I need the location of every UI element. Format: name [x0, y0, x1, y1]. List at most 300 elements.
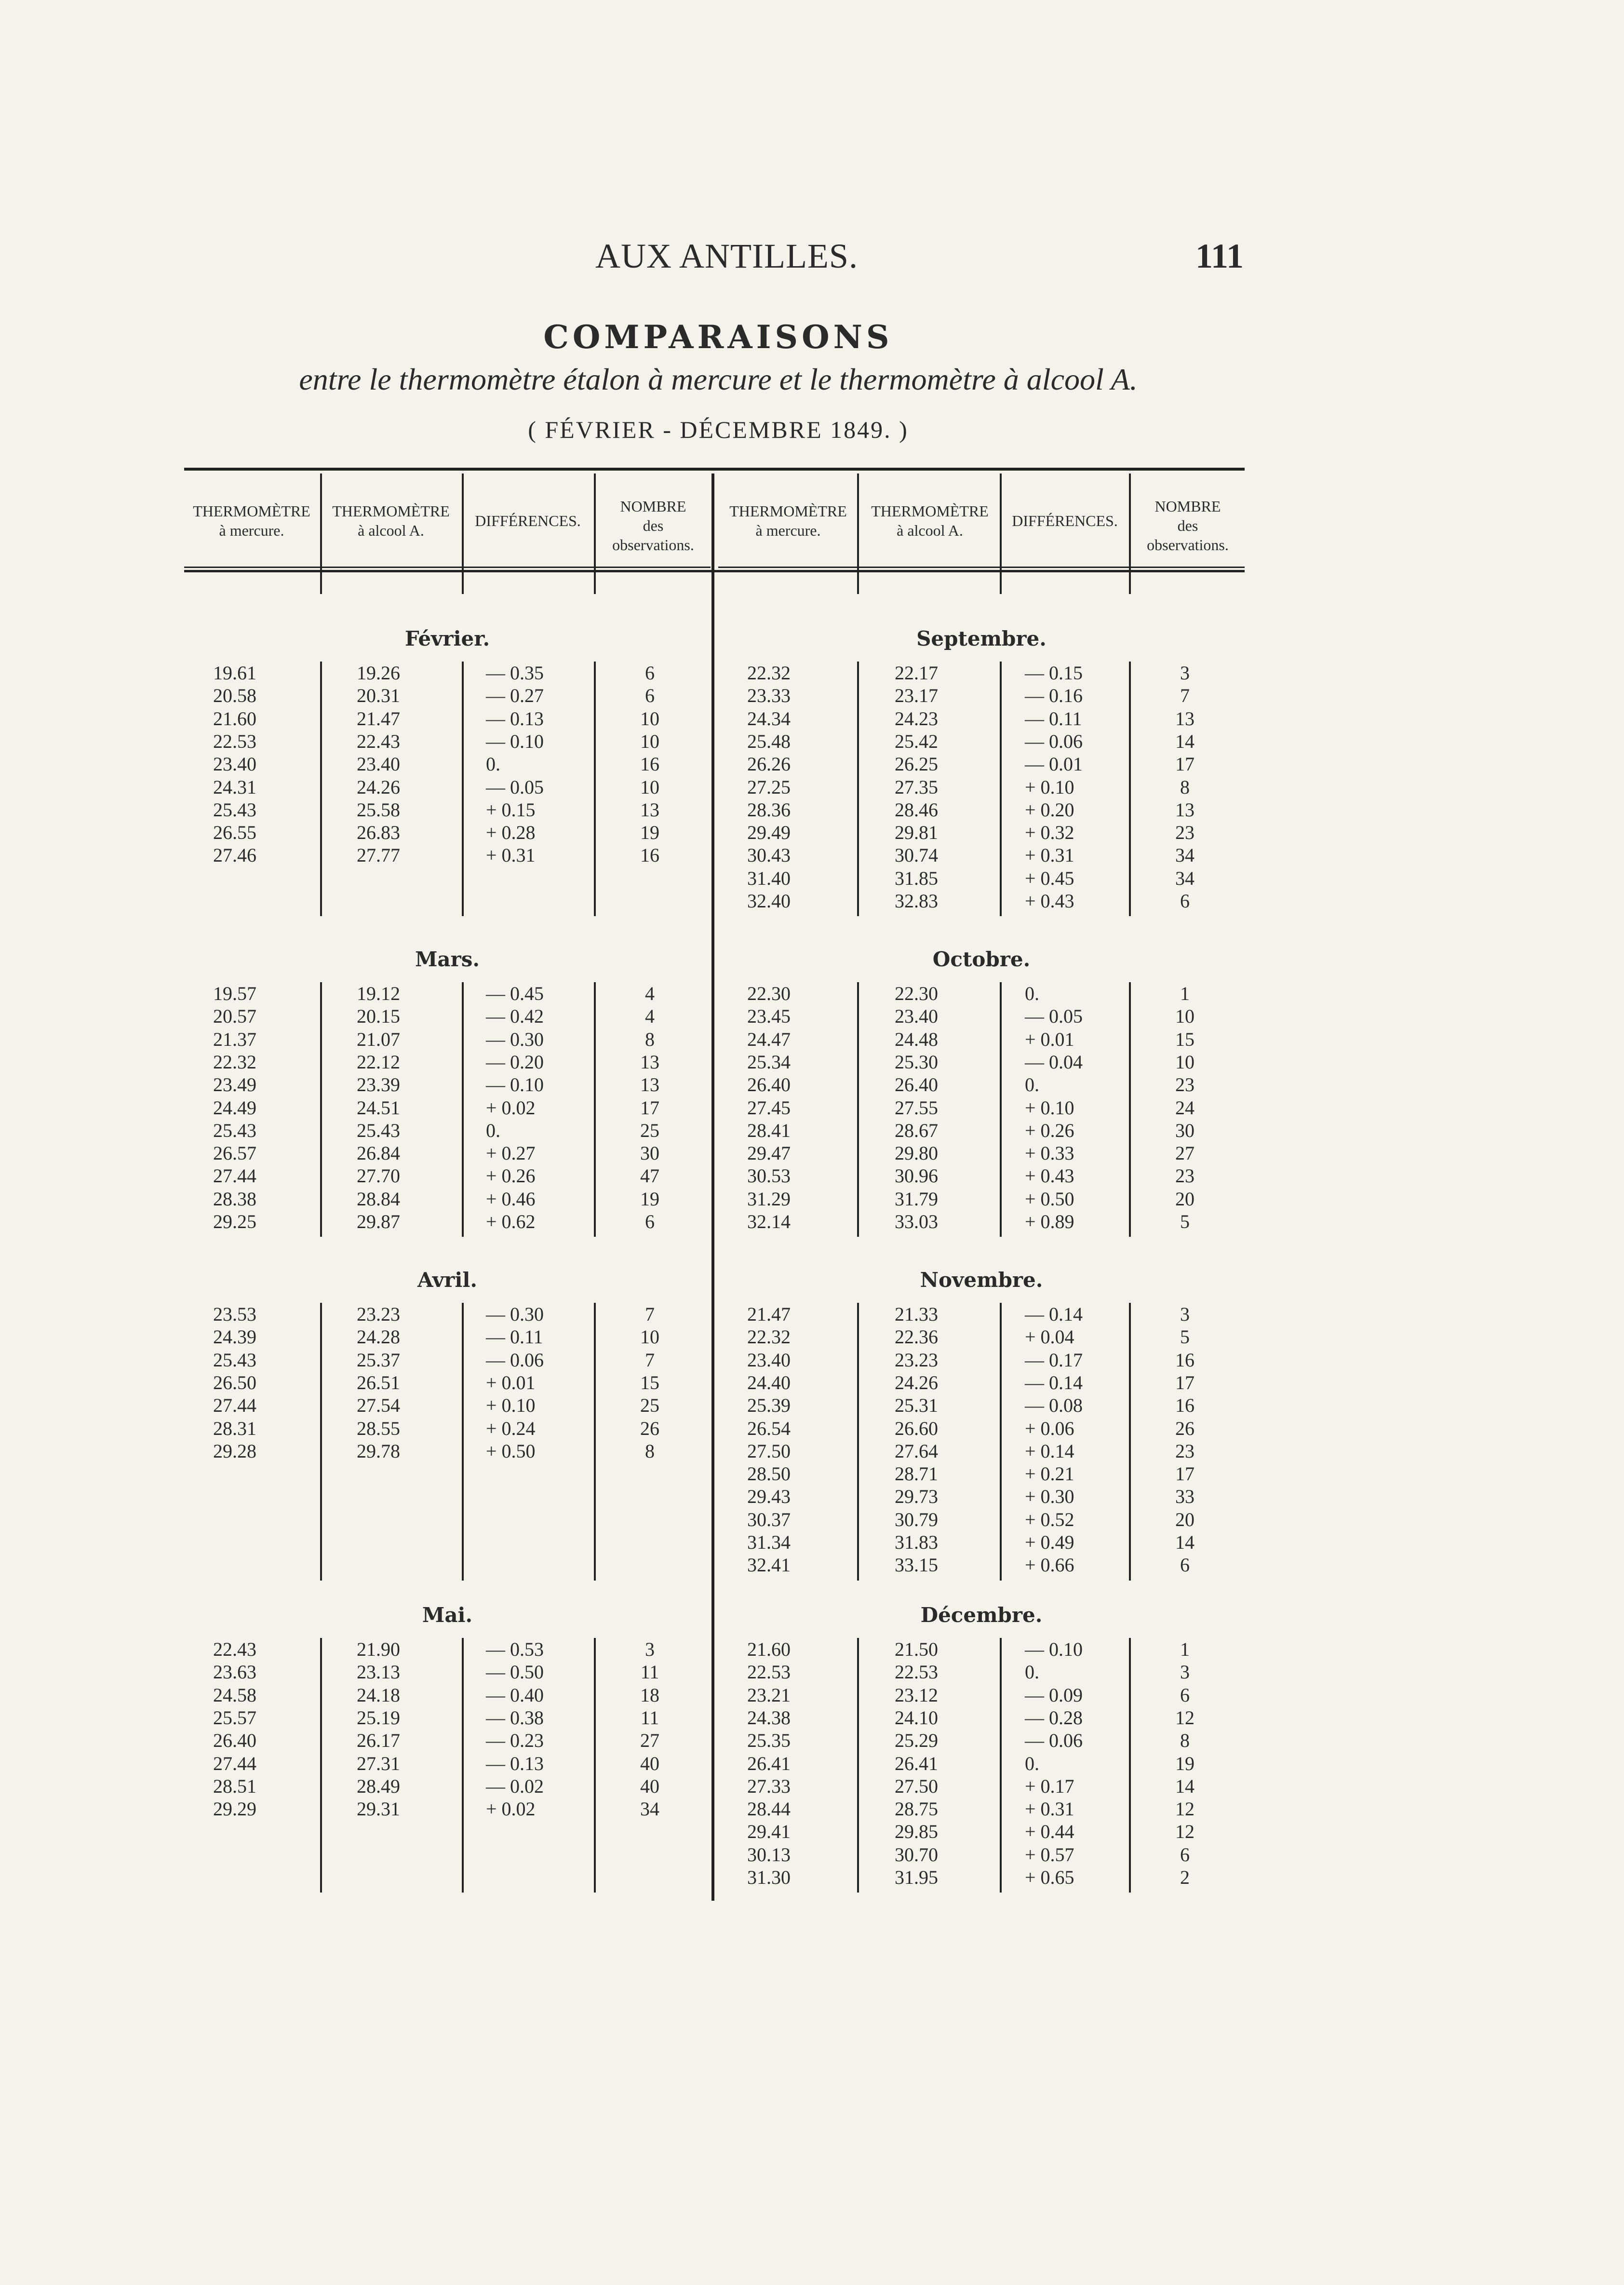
table-cell: 25.43	[213, 1349, 256, 1371]
table-cell: 22.30	[747, 983, 791, 1004]
table-cell: — 0.38	[486, 1706, 544, 1729]
table-cell: + 0.10	[1025, 1096, 1074, 1119]
table-cell: — 0.17	[1025, 1349, 1083, 1371]
column-rule	[1129, 1638, 1131, 1893]
table-cell: 21.37	[213, 1028, 256, 1050]
table-cell: 22.36	[895, 1326, 938, 1348]
table-cell: — 0.08	[1025, 1394, 1083, 1417]
table-cell: 12	[1175, 1706, 1195, 1729]
table-cell: — 0.10	[486, 1074, 544, 1096]
table-cell: 29.41	[747, 1821, 791, 1843]
table-cell: 22.32	[747, 662, 791, 684]
table-cell: 34	[1175, 844, 1195, 866]
table-cell: 24.31	[213, 776, 256, 798]
table-cell: 3	[1180, 662, 1190, 684]
table-cell: — 0.05	[486, 776, 544, 798]
table-cell: 31.83	[895, 1531, 938, 1553]
table-cell: 16	[1175, 1349, 1195, 1371]
header-column-rule	[857, 473, 859, 594]
month-heading: Décembre.	[920, 1603, 1043, 1627]
month-heading: Février.	[404, 627, 490, 650]
table-cell: 6	[645, 662, 655, 684]
table-cell: + 0.33	[1025, 1142, 1074, 1164]
table-cell: — 0.30	[486, 1303, 544, 1325]
table-cell: 26.57	[213, 1142, 256, 1164]
table-cell: 27.33	[747, 1775, 791, 1797]
table-cell: — 0.16	[1025, 685, 1083, 707]
table-cell: 8	[645, 1440, 655, 1462]
table-cell: 32.14	[747, 1211, 791, 1232]
table-cell: 20.58	[213, 685, 256, 707]
column-rule	[594, 1303, 596, 1581]
table-cell: 30.53	[747, 1165, 791, 1187]
table-cell: + 0.01	[1025, 1028, 1074, 1050]
table-cell: 25.37	[357, 1349, 400, 1371]
table-cell: 25.58	[357, 798, 400, 821]
table-cell: 20	[1175, 1188, 1195, 1210]
table-cell: + 0.02	[486, 1798, 536, 1820]
table-cell: — 0.02	[486, 1775, 544, 1797]
table-cell: 6	[1180, 1684, 1190, 1706]
table-cell: 30	[1175, 1119, 1195, 1141]
table-cell: 27.25	[747, 776, 791, 798]
table-cell: 25.43	[357, 1119, 400, 1141]
table-cell: + 0.89	[1025, 1211, 1074, 1232]
table-cell: 24	[1175, 1096, 1195, 1119]
table-cell: 29.81	[895, 822, 938, 844]
table-cell: 24.47	[747, 1028, 791, 1050]
table-cell: — 0.50	[486, 1661, 544, 1683]
table-cell: 27.54	[357, 1394, 400, 1417]
table-cell: 26.40	[213, 1730, 256, 1752]
table-cell: 27.50	[895, 1775, 938, 1797]
table-cell: 26.60	[895, 1417, 938, 1439]
table-cell: 23	[1175, 1074, 1195, 1096]
column-header-line: à mercure.	[755, 522, 821, 539]
table-cell: + 0.17	[1025, 1775, 1074, 1797]
table-cell: 1	[1180, 1638, 1190, 1660]
table-cell: + 0.06	[1025, 1417, 1074, 1439]
table-cell: + 0.65	[1025, 1866, 1074, 1888]
table-cell: + 0.44	[1025, 1821, 1074, 1843]
table-cell: 24.23	[895, 707, 938, 730]
table-cell: 0.	[1025, 1074, 1039, 1096]
table-cell: 25.48	[747, 730, 791, 752]
table-cell: 22.32	[213, 1051, 256, 1073]
table-cell: 21.90	[357, 1638, 400, 1660]
column-rule	[1129, 1303, 1131, 1581]
table-cell: 34	[1175, 867, 1195, 889]
table-cell: 29.31	[357, 1798, 400, 1820]
column-rule	[462, 1303, 464, 1581]
table-cell: 12	[1175, 1798, 1195, 1820]
table-cell: 26.51	[357, 1371, 400, 1393]
table-cell: 23.49	[213, 1074, 256, 1096]
table-cell: — 0.10	[1025, 1638, 1083, 1660]
table-cell: 21.60	[747, 1638, 791, 1660]
table-cell: 0.	[1025, 983, 1039, 1004]
table-cell: 25.57	[213, 1706, 256, 1729]
table-cell: + 0.26	[1025, 1119, 1074, 1141]
column-rule	[857, 1638, 859, 1893]
table-cell: 25.42	[895, 730, 938, 752]
table-cell: 8	[645, 1028, 655, 1050]
table-cell: 26.41	[747, 1752, 791, 1774]
table-cell: 0.	[486, 753, 500, 775]
table-cell: — 0.27	[486, 685, 544, 707]
table-cell: 30.96	[895, 1165, 938, 1187]
table-cell: + 0.31	[1025, 1798, 1074, 1820]
table-cell: 23	[1175, 1165, 1195, 1187]
table-cell: + 0.52	[1025, 1508, 1074, 1530]
column-rule	[594, 662, 596, 916]
table-cell: 24.10	[895, 1706, 938, 1729]
table-cell: 3	[1180, 1303, 1190, 1325]
table-cell: 22.43	[357, 730, 400, 752]
table-cell: 27.44	[213, 1752, 256, 1774]
table-cell: 17	[640, 1096, 659, 1119]
column-rule	[857, 982, 859, 1237]
table-cell: — 0.13	[486, 1752, 544, 1774]
table-cell: 7	[1180, 685, 1190, 707]
column-rule	[1000, 662, 1002, 916]
table-cell: 14	[1175, 1775, 1195, 1797]
table-cell: — 0.06	[486, 1349, 544, 1371]
column-rule	[320, 662, 322, 916]
table-cell: — 0.06	[1025, 730, 1083, 752]
table-cell: 24.58	[213, 1684, 256, 1706]
table-cell: + 0.14	[1025, 1440, 1074, 1462]
table-cell: 28.84	[357, 1188, 400, 1210]
table-cell: — 0.15	[1025, 662, 1083, 684]
table-cell: 25.43	[213, 798, 256, 821]
table-cell: 30.74	[895, 844, 938, 866]
table-cell: + 0.21	[1025, 1463, 1074, 1485]
column-header-line: des	[643, 517, 664, 534]
table-cell: 13	[1175, 707, 1195, 730]
table-cell: 6	[1180, 1554, 1190, 1576]
table-cell: — 0.20	[486, 1051, 544, 1073]
table-cell: 27.55	[895, 1096, 938, 1119]
table-cell: 14	[1175, 730, 1195, 752]
table-cell: — 0.42	[486, 1005, 544, 1028]
table-cell: 19.57	[213, 983, 256, 1004]
column-header	[860, 501, 1000, 540]
running-head	[0, 236, 1624, 289]
column-header	[718, 501, 858, 540]
column-rule	[594, 1638, 596, 1893]
column-header-line: NOMBRE	[1154, 498, 1221, 515]
table-cell: + 0.04	[1025, 1326, 1074, 1348]
table-cell: 30	[640, 1142, 659, 1164]
table-cell: 26.50	[213, 1371, 256, 1393]
table-cell: 27.45	[747, 1096, 791, 1119]
table-cell: 22.30	[895, 983, 938, 1004]
header-inner-rule	[184, 567, 711, 568]
header-bottom-rule	[184, 570, 1245, 572]
subtitle: entre le thermomètre étalon à mercure et le thermomètre à alcool A.	[299, 362, 1138, 396]
table-cell: 0.	[1025, 1661, 1039, 1683]
table-cell: 31.85	[895, 867, 938, 889]
table-cell: 22.53	[895, 1661, 938, 1683]
table-cell: 6	[645, 685, 655, 707]
table-cell: — 0.11	[486, 1326, 543, 1348]
table-cell: 20.15	[357, 1005, 400, 1028]
table-cell: 31.29	[747, 1188, 791, 1210]
header-column-rule	[320, 473, 322, 594]
table-cell: 22.12	[357, 1051, 400, 1073]
table-cell: — 0.09	[1025, 1684, 1083, 1706]
table-cell: 24.51	[357, 1096, 400, 1119]
table-cell: 26.25	[895, 753, 938, 775]
table-cell: — 0.05	[1025, 1005, 1083, 1028]
table-cell: 23.17	[895, 685, 938, 707]
table-cell: 27.46	[213, 844, 256, 866]
table-cell: 23.40	[747, 1349, 791, 1371]
column-header-line: des	[1177, 517, 1198, 534]
table-cell: — 0.13	[486, 707, 544, 730]
table-cell: 40	[640, 1752, 659, 1774]
table-cell: 25.31	[895, 1394, 938, 1417]
table-cell: — 0.11	[1025, 707, 1082, 730]
table-cell: 20	[1175, 1508, 1195, 1530]
table-cell: 25.43	[213, 1119, 256, 1141]
table-cell: 15	[1175, 1028, 1195, 1050]
table-cell: 28.51	[213, 1775, 256, 1797]
table-cell: 8	[1180, 776, 1190, 798]
month-heading: Septembre.	[916, 627, 1047, 650]
table-cell: 25.34	[747, 1051, 791, 1073]
table-cell: 26.54	[747, 1417, 791, 1439]
table-cell: 23.53	[213, 1303, 256, 1325]
table-cell: 23.13	[357, 1661, 400, 1683]
table-cell: 24.49	[213, 1096, 256, 1119]
table-cell: 29.78	[357, 1440, 400, 1462]
table-cell: 33.03	[895, 1211, 938, 1232]
table-cell: 19	[1175, 1752, 1195, 1774]
column-rule	[320, 1638, 322, 1893]
column-header-line: NOMBRE	[620, 498, 686, 515]
main-title: COMPARAISONS	[543, 318, 893, 356]
table-cell: 10	[640, 730, 659, 752]
table-cell: + 0.27	[486, 1142, 536, 1164]
table-cell: 26	[640, 1417, 659, 1439]
table-cell: — 0.14	[1025, 1371, 1083, 1393]
table-cell: 30.37	[747, 1508, 791, 1530]
table-cell: + 0.26	[486, 1165, 536, 1187]
table-cell: + 0.49	[1025, 1531, 1074, 1553]
table-cell: 23	[1175, 1440, 1195, 1462]
table-cell: 27.35	[895, 776, 938, 798]
table-cell: + 0.50	[486, 1440, 536, 1462]
table-cell: 2	[1180, 1866, 1190, 1888]
column-header-line: THERMOMÈTRE	[871, 502, 989, 520]
table-cell: 21.07	[357, 1028, 400, 1050]
column-rule	[1000, 1638, 1002, 1893]
table-cell: 10	[640, 776, 659, 798]
table-cell: + 0.24	[486, 1417, 536, 1439]
column-rule	[1129, 982, 1131, 1237]
table-cell: 28.38	[213, 1188, 256, 1210]
column-header	[1131, 497, 1245, 554]
column-rule	[857, 662, 859, 916]
page-number: 111	[1195, 237, 1244, 275]
table-cell: 4	[645, 983, 655, 1004]
table-cell: — 0.30	[486, 1028, 544, 1050]
month-heading: Novembre.	[920, 1268, 1043, 1292]
table-cell: 22.53	[747, 1661, 791, 1683]
table-cell: — 0.06	[1025, 1730, 1083, 1752]
column-rule	[1129, 662, 1131, 916]
table-cell: 5	[1180, 1211, 1190, 1232]
table-cell: 25.29	[895, 1730, 938, 1752]
table-cell: 15	[640, 1371, 659, 1393]
table-cell: 30.70	[895, 1843, 938, 1866]
table-cell: + 0.46	[486, 1188, 536, 1210]
table-cell: + 0.30	[1025, 1486, 1074, 1508]
table-cell: — 0.28	[1025, 1706, 1083, 1729]
table-cell: 31.79	[895, 1188, 938, 1210]
table-cell: 24.39	[213, 1326, 256, 1348]
table-cell: 40	[640, 1775, 659, 1797]
table-cell: 29.87	[357, 1211, 400, 1232]
month-heading: Mai.	[422, 1603, 473, 1627]
table-cell: 24.48	[895, 1028, 938, 1050]
header-column-rule	[594, 473, 596, 594]
table-cell: 13	[640, 798, 659, 821]
table-cell: 26.83	[357, 822, 400, 844]
table-cell: 27.44	[213, 1165, 256, 1187]
table-cell: + 0.01	[486, 1371, 536, 1393]
table-cell: 23.23	[895, 1349, 938, 1371]
column-rule	[320, 982, 322, 1237]
table-cell: 28.46	[895, 798, 938, 821]
column-header-line: observations.	[612, 536, 694, 554]
table-cell: 27.31	[357, 1752, 400, 1774]
column-header	[322, 501, 460, 540]
table-cell: + 0.31	[486, 844, 536, 866]
table-cell: 26	[1175, 1417, 1195, 1439]
table-cell: 13	[640, 1051, 659, 1073]
table-cell: 25	[640, 1394, 659, 1417]
table-cell: 4	[645, 1005, 655, 1028]
table-cell: 5	[1180, 1326, 1190, 1348]
column-header-line: THERMOMÈTRE	[332, 502, 450, 520]
center-divider	[711, 473, 714, 1901]
table-cell: + 0.28	[486, 822, 536, 844]
table-cell: 25.30	[895, 1051, 938, 1073]
table-cell: 23	[1175, 822, 1195, 844]
table-cell: 25	[640, 1119, 659, 1141]
table-cell: 16	[1175, 1394, 1195, 1417]
table-cell: 28.31	[213, 1417, 256, 1439]
table-cell: 1	[1180, 983, 1190, 1004]
table-cell: 31.40	[747, 867, 791, 889]
table-cell: 29.80	[895, 1142, 938, 1164]
table-cell: 24.38	[747, 1706, 791, 1729]
table-cell: — 0.40	[486, 1684, 544, 1706]
table-cell: 28.44	[747, 1798, 791, 1820]
table-cell: 29.73	[895, 1486, 938, 1508]
table-cell: 24.26	[357, 776, 400, 798]
table-cell: 19	[640, 822, 659, 844]
table-cell: 26.40	[747, 1074, 791, 1096]
table-cell: 23.21	[747, 1684, 791, 1706]
table-cell: — 0.04	[1025, 1051, 1083, 1073]
table-cell: 8	[1180, 1730, 1190, 1752]
table-cell: 22.32	[747, 1326, 791, 1348]
table-cell: 6	[1180, 890, 1190, 912]
column-rule	[462, 1638, 464, 1893]
table-cell: 26.40	[895, 1074, 938, 1096]
header-column-rule	[1000, 473, 1002, 594]
table-cell: 27.50	[747, 1440, 791, 1462]
table-cell: 10	[1175, 1051, 1195, 1073]
table-cell: 21.60	[213, 707, 256, 730]
table-cell: 0.	[486, 1119, 500, 1141]
table-cell: 32.40	[747, 890, 791, 912]
table-cell: 24.40	[747, 1371, 791, 1393]
column-header-line: à alcool A.	[358, 522, 424, 539]
table-cell: 24.18	[357, 1684, 400, 1706]
table-cell: 28.75	[895, 1798, 938, 1820]
table-cell: 29.28	[213, 1440, 256, 1462]
table-cell: 22.53	[213, 730, 256, 752]
column-rule	[1000, 982, 1002, 1237]
table-cell: 7	[645, 1349, 655, 1371]
table-cell: 23.12	[895, 1684, 938, 1706]
table-cell: 27.77	[357, 844, 400, 866]
table-cell: 26.26	[747, 753, 791, 775]
table-cell: 21.33	[895, 1303, 938, 1325]
table-cell: 10	[640, 707, 659, 730]
table-cell: 28.50	[747, 1463, 791, 1485]
table-cell: 28.55	[357, 1417, 400, 1439]
table-cell: 12	[1175, 1821, 1195, 1843]
table-cell: 20.31	[357, 685, 400, 707]
running-title: AUX ANTILLES.	[595, 237, 858, 275]
table-cell: — 0.10	[486, 730, 544, 752]
column-header	[184, 501, 319, 540]
table-cell: 24.26	[895, 1371, 938, 1393]
column-rule	[462, 662, 464, 916]
table-cell: 29.85	[895, 1821, 938, 1843]
column-header-line: DIFFÉRENCES.	[475, 512, 581, 529]
table-cell: 13	[640, 1074, 659, 1096]
table-cell: 27.70	[357, 1165, 400, 1187]
column-header-line: observations.	[1147, 536, 1229, 554]
table-cell: + 0.66	[1025, 1554, 1074, 1576]
table-cell: 33.15	[895, 1554, 938, 1576]
table-cell: + 0.20	[1025, 798, 1074, 821]
table-cell: 30.43	[747, 844, 791, 866]
table-cell: 3	[645, 1638, 655, 1660]
table-cell: 28.67	[895, 1119, 938, 1141]
table-cell: 28.71	[895, 1463, 938, 1485]
table-cell: 25.19	[357, 1706, 400, 1729]
table-cell: 7	[645, 1303, 655, 1325]
table-cell: 29.47	[747, 1142, 791, 1164]
table-cell: 21.47	[747, 1303, 791, 1325]
table-cell: + 0.10	[486, 1394, 536, 1417]
table-cell: + 0.57	[1025, 1843, 1074, 1866]
table-cell: 16	[640, 753, 659, 775]
table-cell: 30.79	[895, 1508, 938, 1530]
table-cell: — 0.23	[486, 1730, 544, 1752]
column-header-line: DIFFÉRENCES.	[1012, 512, 1118, 529]
table-cell: — 0.35	[486, 662, 544, 684]
column-header-line: à mercure.	[219, 522, 284, 539]
